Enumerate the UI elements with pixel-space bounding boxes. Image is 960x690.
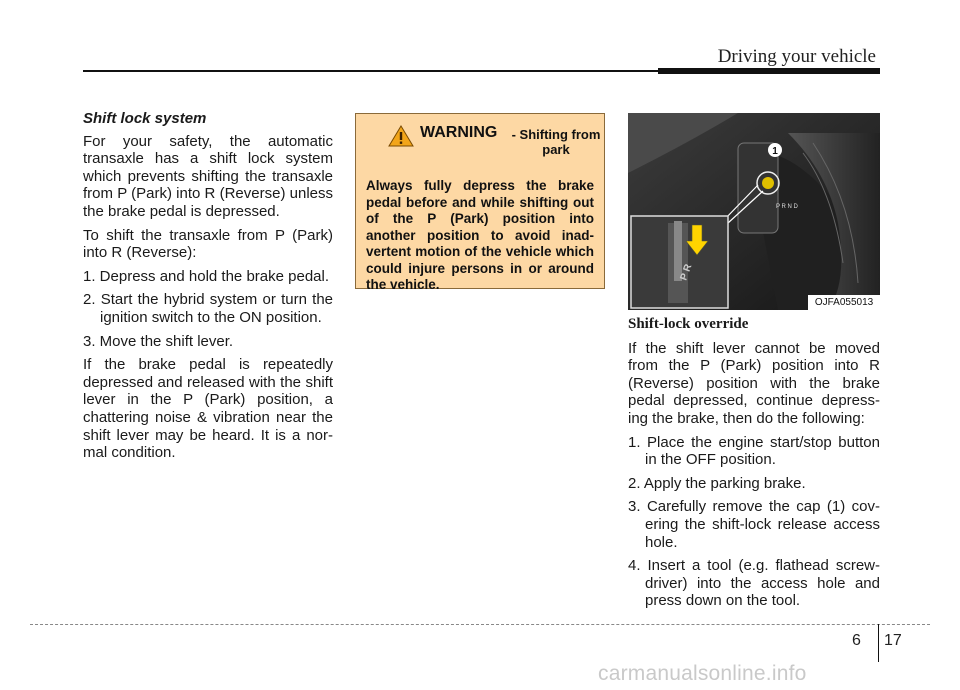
chapter-number: 6 xyxy=(852,632,861,649)
gear-letters: P R xyxy=(678,262,695,283)
warning-label: WARNING xyxy=(420,124,498,141)
lead-in-paragraph: To shift the transaxle from P (Park) into R (Reverse): xyxy=(83,226,333,262)
list-item: 1. Depress and hold the brake pedal. xyxy=(83,267,329,285)
list-item: 3. Carefully remove the cap (1) cov-ering the shift-lock release access hole. xyxy=(628,498,880,551)
override-steps-list xyxy=(628,434,880,610)
intro-paragraph: For your safety, the automatic transaxle has a shift lock system which prevents shifting the transaxle from P (Park) into R (Reverse) unless the brake pedal is depressed. xyxy=(83,132,333,220)
watermark: carmanualsonline.info xyxy=(598,662,807,685)
callout-number: 1 xyxy=(772,146,778,157)
warning-header xyxy=(366,124,601,168)
list-item: 4. Insert a tool (e.g. flathead screw-driver) into the access hole and press down on the tool. xyxy=(628,557,880,610)
warning-subtitle: - Shifting from park xyxy=(511,127,601,157)
warning-triangle-icon xyxy=(388,125,414,152)
list-item: 1. Place the engine start/stop button in the OFF position. xyxy=(628,433,880,469)
list-item: 2. Start the hybrid system or turn the ignition switch to the ON position. xyxy=(83,291,333,326)
photo-caption: OJFA055013 xyxy=(808,295,880,310)
shift-steps-list xyxy=(83,268,333,350)
detail-gear-letters: P R N D xyxy=(776,204,798,210)
warning-box xyxy=(355,113,605,292)
shift-lever-illustration xyxy=(628,113,880,310)
subsection-title: Shift-lock override xyxy=(628,316,749,332)
override-intro-paragraph: If the shift lever cannot be moved from the P (Park) position into R (Reverse) position with the brake pedal depressed, continue depress-ing the brake, then do the following: xyxy=(628,339,880,427)
page-number: 17 xyxy=(884,632,902,649)
warning-body: Always fully depress the brake pedal before and while shifting out of the P (Park) position into another position to avoid inad-vertent motion of the vehicle which could injure persons in or around the vehicle. xyxy=(366,178,594,292)
shift-lever-photo xyxy=(628,113,880,310)
header-title: Driving your vehicle xyxy=(717,46,876,67)
footer-rule xyxy=(30,624,930,625)
list-item: 3. Move the shift lever. xyxy=(83,332,234,350)
footer-divider xyxy=(878,624,879,662)
left-column xyxy=(83,110,333,468)
right-column xyxy=(628,316,880,616)
section-title: Shift lock system xyxy=(83,110,207,127)
note-paragraph: If the brake pedal is repeatedly depressed and released with the shift lever in the P (Park) position, a chattering noise & vibration near the shift lever may be heard. It is a nor-mal condition. xyxy=(83,356,333,462)
header-rule-accent xyxy=(658,68,880,74)
list-item: 2. Apply the parking brake. xyxy=(628,474,806,492)
